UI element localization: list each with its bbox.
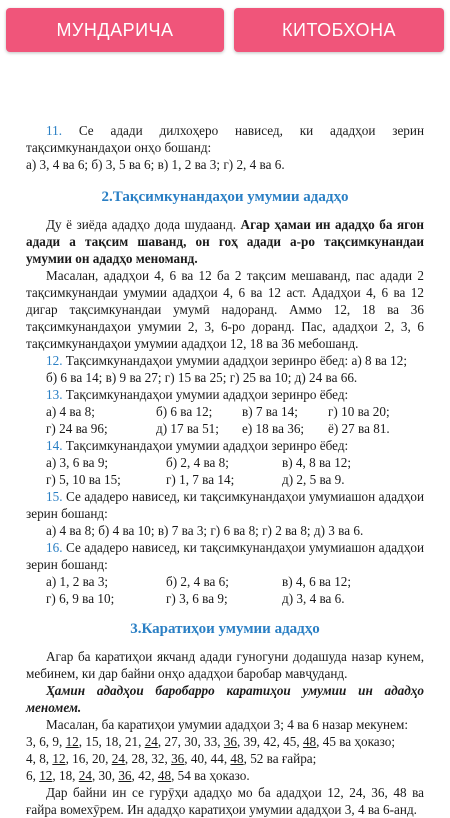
- exercise-text: Се ададеро нависед, ки тақсимкунандаҳои умумиашон ададҳои зерин бошанд:: [26, 540, 425, 572]
- definition-lead: Ду ё зиёда ададҳо дода шудаанд.: [46, 217, 236, 232]
- exercise-text: Тақсимкунандаҳои умумии ададҳои зеринро ёбед:: [65, 438, 349, 453]
- section-title: 3.Каратиҳои умумии ададҳо: [130, 621, 320, 637]
- common-multiple: 12: [65, 734, 79, 749]
- seq-part: , 30,: [91, 768, 119, 783]
- common-multiple: 36: [118, 768, 132, 783]
- answer-item: а) 4 ва 8;: [46, 404, 95, 419]
- seq-part: , 40, 44,: [184, 751, 231, 766]
- seq-part: 3, 6, 9,: [26, 734, 66, 749]
- answer-row: [0, 573, 450, 590]
- answer-item: в) 7 ва 14;: [242, 404, 298, 419]
- answer-item: г) 1, 7 ва 14;: [166, 472, 235, 487]
- exercise-answers: а) 4 ва 8; б) 4 ва 10; в) 7 ва 3; г) 6 ва 8; г) 2 ва 8; д) 3 ва 6.: [46, 523, 364, 538]
- seq-part: 4, 8,: [26, 751, 53, 766]
- exercise-text: Тақсимкунандаҳои умумии ададҳои зеринро ёбед:: [65, 387, 349, 402]
- exercise-answers: б) 6 ва 14; в) 9 ва 27; г) 15 ва 25; г) 25 ва 10; д) 24 ва 66.: [46, 370, 358, 385]
- common-multiple: 36: [171, 751, 185, 766]
- answer-item: а) 3, 6 ва 9;: [46, 455, 109, 470]
- page-content: [0, 116, 450, 818]
- definition-paragraph: [0, 216, 450, 267]
- common-multiple: 12: [52, 751, 66, 766]
- definition-bold: Агар ҳамаи ин ададҳо ба ягон адади а тақсим шаванд, он гоҳ адади а-ро тақсимкунандаи умумии он ададҳо меноманд.: [26, 217, 425, 266]
- answer-item: б) 2, 4 ва 8;: [166, 455, 229, 470]
- exercise-15: [0, 488, 450, 522]
- exercise-answers: а) 3, 4 ва 6; б) 3, 5 ва 6; в) 1, 2 ва 3; г) 2, 4 ва 6.: [26, 157, 285, 172]
- seq-part: , 15, 18, 21,: [78, 734, 145, 749]
- exercise-number: 14.: [46, 438, 63, 453]
- common-multiple: 36: [223, 734, 237, 749]
- answer-item: г) 5, 10 ва 15;: [46, 472, 121, 487]
- answer-row: [0, 420, 450, 437]
- seq-part: , 45 ва ҳоказо;: [316, 734, 396, 749]
- definition-paragraph: Ҳамин ададҳои баробарро каратиҳои умумии ин ададҳо меномем.: [26, 683, 424, 715]
- common-multiple: 48: [157, 768, 172, 783]
- answer-item: г) 3, 6 ва 9;: [166, 591, 228, 606]
- seq-part: , 18,: [52, 768, 79, 783]
- seq-part: , 39, 42, 45,: [237, 734, 303, 749]
- common-multiple: 24: [144, 734, 158, 749]
- exercise-text: Се ададеро нависед, ки тақсимкунандаҳои умумиашон ададҳои зерин бошанд:: [26, 489, 425, 521]
- common-multiple: 48: [302, 734, 317, 749]
- exercise-14: [0, 437, 450, 454]
- answer-row: [0, 590, 450, 607]
- conclusion-paragraph: Дар байни ин се гурӯҳи ададҳо мо ба ададҳои 12, 24, 36, 48 ва ғайра вомехӯрем. Ин ададҳо каратиҳои умумии ададҳои 3, 4 ва 6-анд.: [26, 785, 424, 817]
- exercise-16: [0, 539, 450, 573]
- answer-item: б) 2, 4 ва 6;: [166, 574, 229, 589]
- answer-item: г) 24 ва 96;: [46, 421, 108, 436]
- answer-item: б) 6 ва 12;: [156, 404, 213, 419]
- library-button[interactable]: КИТОБХОНА: [234, 8, 444, 52]
- exercise-11: [0, 122, 450, 156]
- exercise-number: 13.: [46, 387, 63, 402]
- exercise-number: 11.: [46, 123, 62, 138]
- answer-row: [0, 454, 450, 471]
- exercise-number: 12.: [46, 353, 63, 368]
- exercise-number: 16.: [46, 540, 63, 555]
- answer-item: в) 4, 8 ва 12;: [282, 455, 352, 470]
- answer-item: д) 17 ва 51;: [156, 421, 219, 436]
- seq-part: , 42,: [131, 768, 158, 783]
- answer-item: в) 4, 6 ва 12;: [282, 574, 352, 589]
- example-paragraph: Масалан, ба каратиҳои умумии ададҳои 3; 4 ва 6 назар мекунем:: [46, 717, 408, 732]
- common-multiple: 24: [111, 751, 125, 766]
- multiples-of-6: [0, 767, 450, 784]
- common-multiple: 24: [78, 768, 92, 783]
- answer-row: [0, 403, 450, 420]
- intro-paragraph: Агар ба каратиҳои якчанд адади гуногуни додашуда назар кунем, мебинем, ки дар байни онҳо ададҳои баробар мавҷуданд.: [26, 649, 424, 681]
- answer-row: [0, 471, 450, 488]
- answer-item: д) 2, 5 ва 9.: [282, 472, 345, 487]
- seq-part: , 54 ва ҳоказо.: [171, 768, 250, 783]
- seq-part: , 52 ва ғайра;: [243, 751, 317, 766]
- answer-item: ё) 27 ва 81.: [328, 421, 390, 436]
- multiples-of-3: [0, 733, 450, 750]
- exercise-12: [0, 352, 450, 369]
- answer-item: г) 10 ва 20;: [328, 404, 390, 419]
- exercise-text: Се адади дилхоҳеро нависед, ки ададҳои зерин тақсимкунандаҳои онҳо бошанд:: [26, 123, 425, 155]
- answer-item: д) 3, 4 ва 6.: [282, 591, 345, 606]
- exercise-number: 15.: [46, 489, 63, 504]
- seq-part: , 28, 32,: [124, 751, 172, 766]
- seq-part: 6,: [26, 768, 40, 783]
- answer-item: а) 1, 2 ва 3;: [46, 574, 109, 589]
- contents-button[interactable]: МУНДАРИЧА: [6, 8, 224, 52]
- answer-item: г) 6, 9 ва 10;: [46, 591, 115, 606]
- top-bar: [0, 0, 450, 64]
- common-multiple: 48: [230, 751, 244, 766]
- section-title: 2.Тақсимкунандаҳои умумии ададҳо: [101, 189, 349, 205]
- multiples-of-4: [0, 750, 450, 767]
- exercise-text: Тақсимкунандаҳои умумии ададҳои зеринро ёбед: а) 8 ва 12;: [65, 353, 408, 368]
- common-multiple: 12: [39, 768, 53, 783]
- seq-part: , 16, 20,: [65, 751, 112, 766]
- exercise-13: [0, 386, 450, 403]
- answer-item: е) 18 ва 36;: [242, 421, 305, 436]
- example-paragraph: Масалан, ададҳои 4, 6 ва 12 ба 2 тақсим мешаванд, пас адади 2 тақсимкунандаи умумии ададҳои 4, 6 ва 12 аст. Ададҳои 4, 6 ва 12 дигар тақсимкунандаи умумӣ надоранд. Аммо 12, 18 ва 36 тақсимкунандаҳои умумии 2, 3, 6-ро доранд. Пас, ададҳои 2, 3, 6 тақсимкунандаҳои умумии ададҳои 12, 18 ва 36 мебошанд.: [26, 268, 424, 351]
- seq-part: , 27, 30, 33,: [157, 734, 224, 749]
